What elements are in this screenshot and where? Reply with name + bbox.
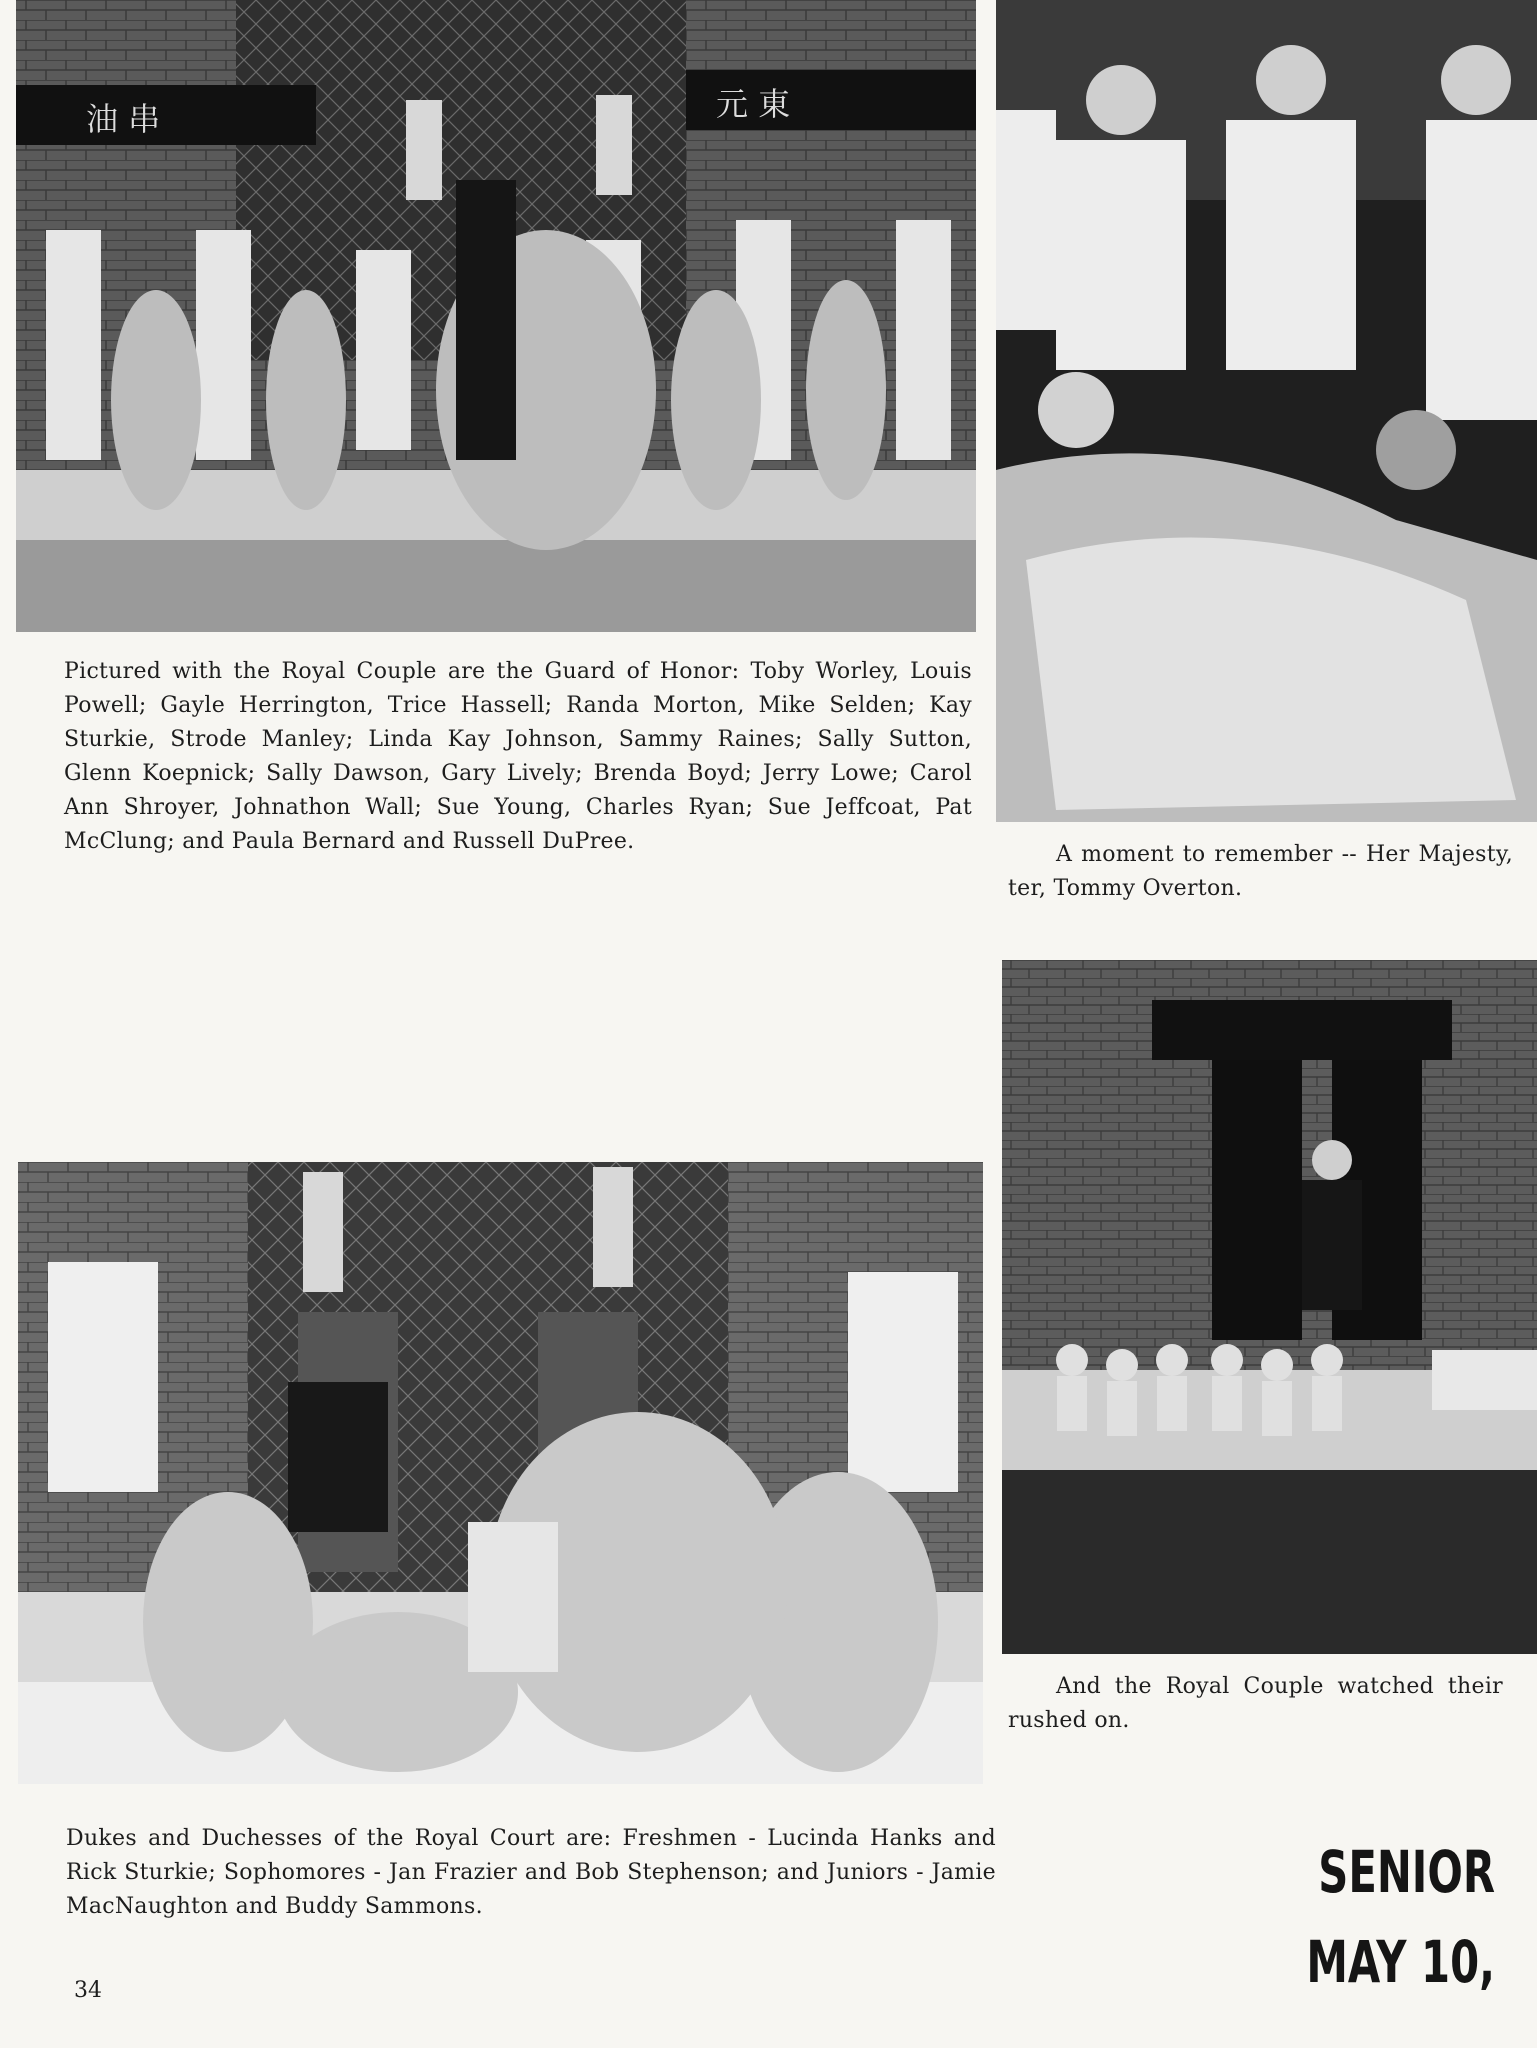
children-watch-photo <box>1002 960 1537 1654</box>
royal-court-photo <box>18 1162 983 1784</box>
sign-left-text: 油 串 <box>86 100 161 138</box>
guard-of-honor-caption: Pictured with the Royal Couple are the Guard of Honor: Toby Worley, Louis Powell; Gayle Herrington, Trice Hassell; Randa Morton, Mike Selden; Kay Sturkie, Strode Manley; Linda Kay Johnson, Sammy Raines; Sally Sutton, Glenn Koepnick; Sally Dawson, Gary Lively; Brenda Boyd; Jerry Lowe; Carol Ann Shroyer, Johnathon Wall; Sue Young, Charles Ryan; Sue Jeffcoat, Pat McClung; and Paula Bernard and Russell DuPree. <box>64 659 972 854</box>
page-number: 34 <box>74 1978 102 2003</box>
sign-right-text: 元 東 <box>716 85 791 123</box>
headline-senior: SENIOR <box>1318 1838 1495 1906</box>
her-majesty-caption: A moment to remember -- Her Majesty, ter, Tommy Overton. <box>1008 842 1513 901</box>
dukes-duchesses-caption: Dukes and Duchesses of the Royal Court are: Freshmen - Lucinda Hanks and Rick Sturkie; Sophomores - Jan Frazier and Bob Stephenson; and Juniors - Jamie MacNaughton and Buddy Sammons. <box>66 1826 996 1919</box>
her-majesty-photo <box>996 0 1537 822</box>
headline-date: MAY 10, <box>1306 1928 1495 1996</box>
guard-of-honor-photo <box>16 0 976 632</box>
royal-couple-watched-caption: And the Royal Couple watched their rushed on. <box>1008 1674 1503 1733</box>
